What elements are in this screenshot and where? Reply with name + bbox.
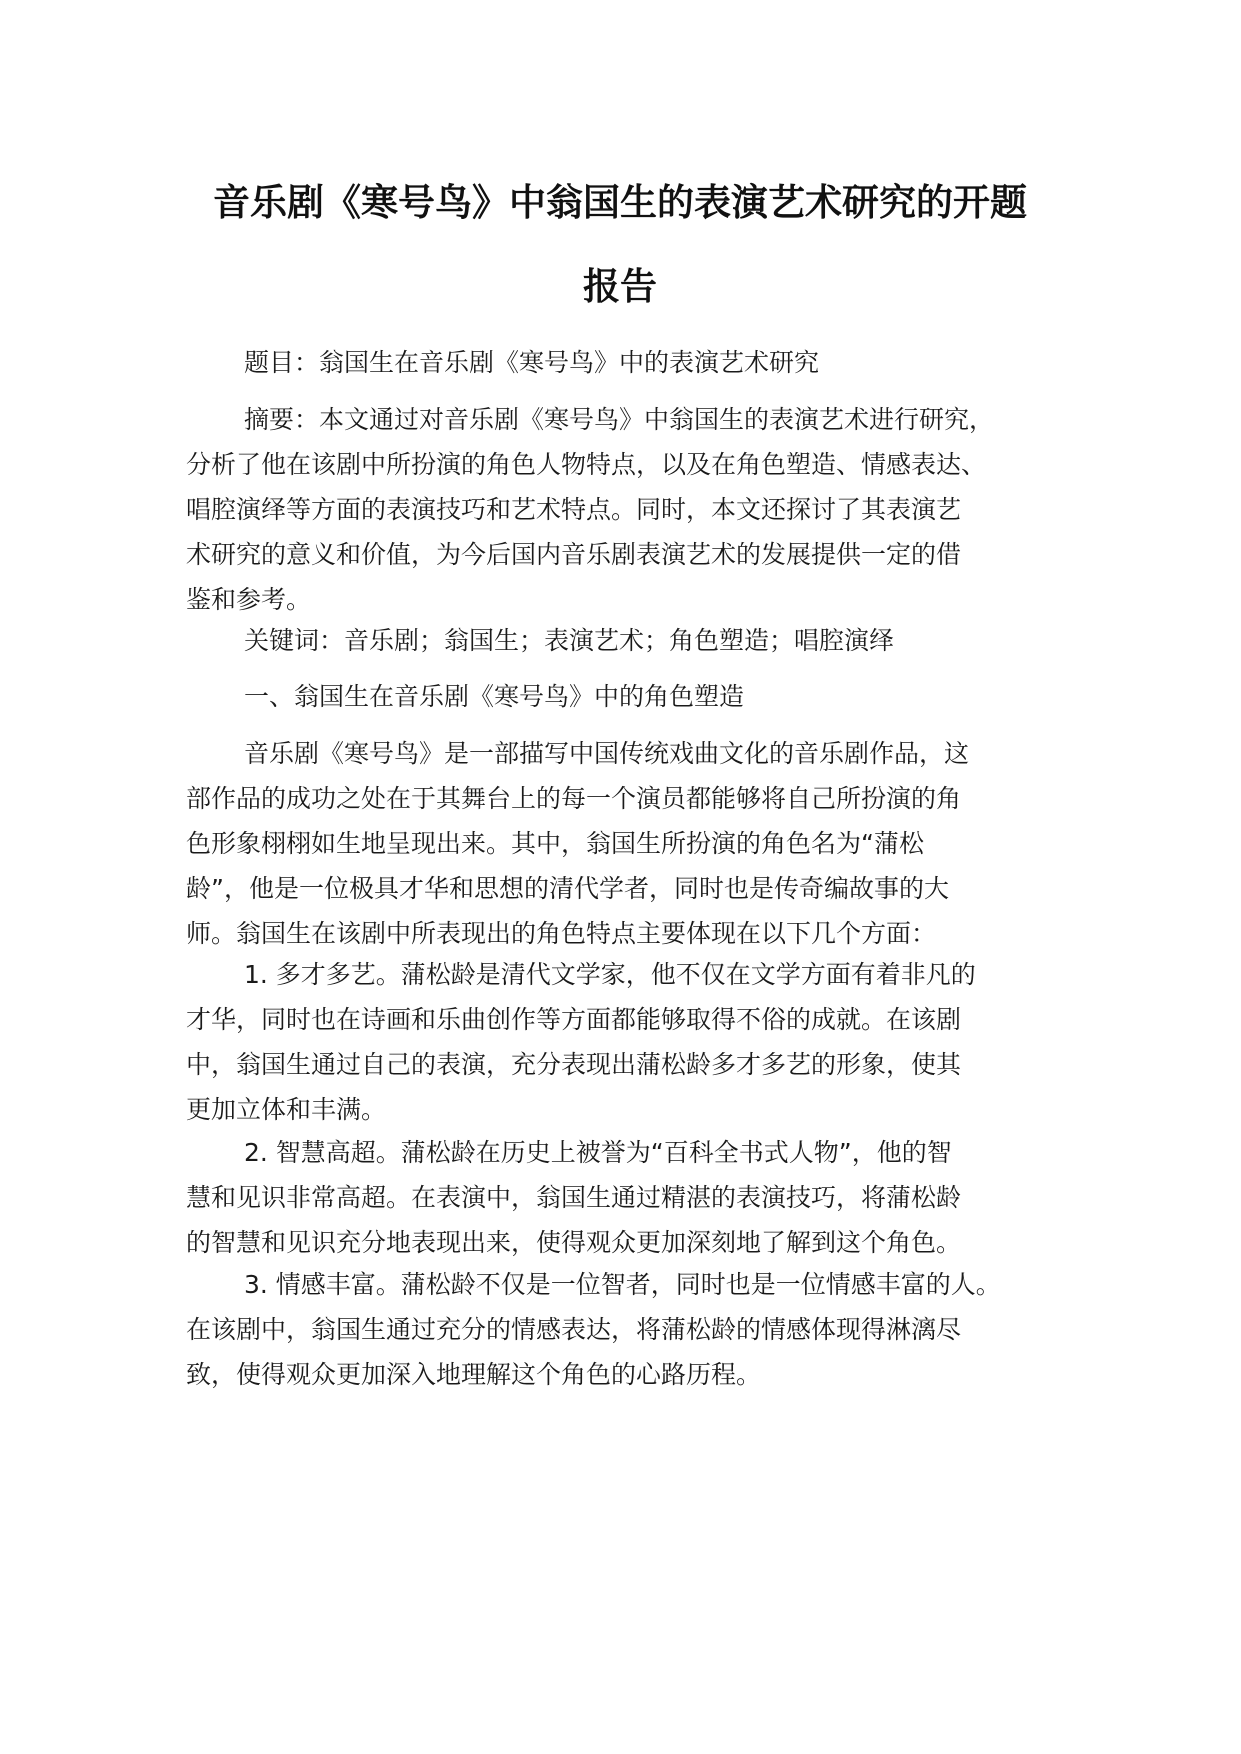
paragraph-line: 分析了他在该剧中所扮演的角色人物特点，以及在角色塑造、情感表达、 [186,450,987,479]
paragraph-line: 致，使得观众更加深入地理解这个角色的心路历程。 [186,1360,762,1389]
paragraph-line: 才华，同时也在诗画和乐曲创作等方面都能够取得不俗的成就。在该剧 [186,1005,962,1034]
paragraph-line: 唱腔演绎等方面的表演技巧和艺术特点。同时，本文还探讨了其表演艺 [186,495,962,524]
topic-paragraph [186,340,1078,385]
paragraph-line: 术研究的意义和价值，为今后国内音乐剧表演艺术的发展提供一定的借 [186,540,962,569]
paragraph-line: 慧和见识非常高超。在表演中，翁国生通过精湛的表演技巧，将蒲松龄 [186,1183,962,1212]
abstract-paragraph [186,397,1078,622]
body-paragraph [186,731,1078,956]
list-item-1 [186,952,1078,1132]
paragraph-line: 龄”，他是一位极具才华和思想的清代学者，同时也是传奇编故事的大 [186,874,949,903]
paragraph-line: 部作品的成功之处在于其舞台上的每一个演员都能够将自己所扮演的角 [186,784,962,813]
document-title-line-2: 报告 [583,265,657,308]
paragraph-line: 更加立体和丰满。 [186,1095,387,1124]
list-item-3 [186,1262,1078,1397]
keywords-paragraph [186,618,1078,663]
paragraph-line: 一、翁国生在音乐剧《寒号鸟》中的角色塑造 [244,682,745,711]
paragraph-line: 鉴和参考。 [186,585,312,614]
paragraph-line: 题目：翁国生在音乐剧《寒号鸟》中的表演艺术研究 [244,348,820,377]
section-heading-1 [186,674,1078,719]
paragraph-line: 3. 情感丰富。蒲松龄不仅是一位智者，同时也是一位情感丰富的人。 [244,1270,1001,1299]
paragraph-line: 中，翁国生通过自己的表演，充分表现出蒲松龄多才多艺的形象，使其 [186,1050,962,1079]
paragraph-line: 关键词：音乐剧；翁国生；表演艺术；角色塑造；唱腔演绎 [244,626,895,655]
paragraph-line: 2. 智慧高超。蒲松龄在历史上被誉为“百科全书式人物”，他的智 [244,1138,952,1167]
list-item-2 [186,1130,1078,1265]
paragraph-line: 在该剧中，翁国生通过充分的情感表达，将蒲松龄的情感体现得淋漓尽 [186,1315,962,1344]
paragraph-line: 音乐剧《寒号鸟》是一部描写中国传统戏曲文化的音乐剧作品，这 [244,739,970,768]
paragraph-line: 色形象栩栩如生地呈现出来。其中，翁国生所扮演的角色名为“蒲松 [186,829,924,858]
paragraph-line: 摘要：本文通过对音乐剧《寒号鸟》中翁国生的表演艺术进行研究， [244,405,995,434]
paragraph-line: 师。翁国生在该剧中所表现出的角色特点主要体现在以下几个方面： [186,919,937,948]
paragraph-line: 的智慧和见识充分地表现出来，使得观众更加深刻地了解到这个角色。 [186,1228,962,1257]
document-title-line-1: 音乐剧《寒号鸟》中翁国生的表演艺术研究的开题 [213,181,1027,224]
paragraph-line: 1. 多才多艺。蒲松龄是清代文学家，他不仅在文学方面有着非凡的 [244,960,976,989]
